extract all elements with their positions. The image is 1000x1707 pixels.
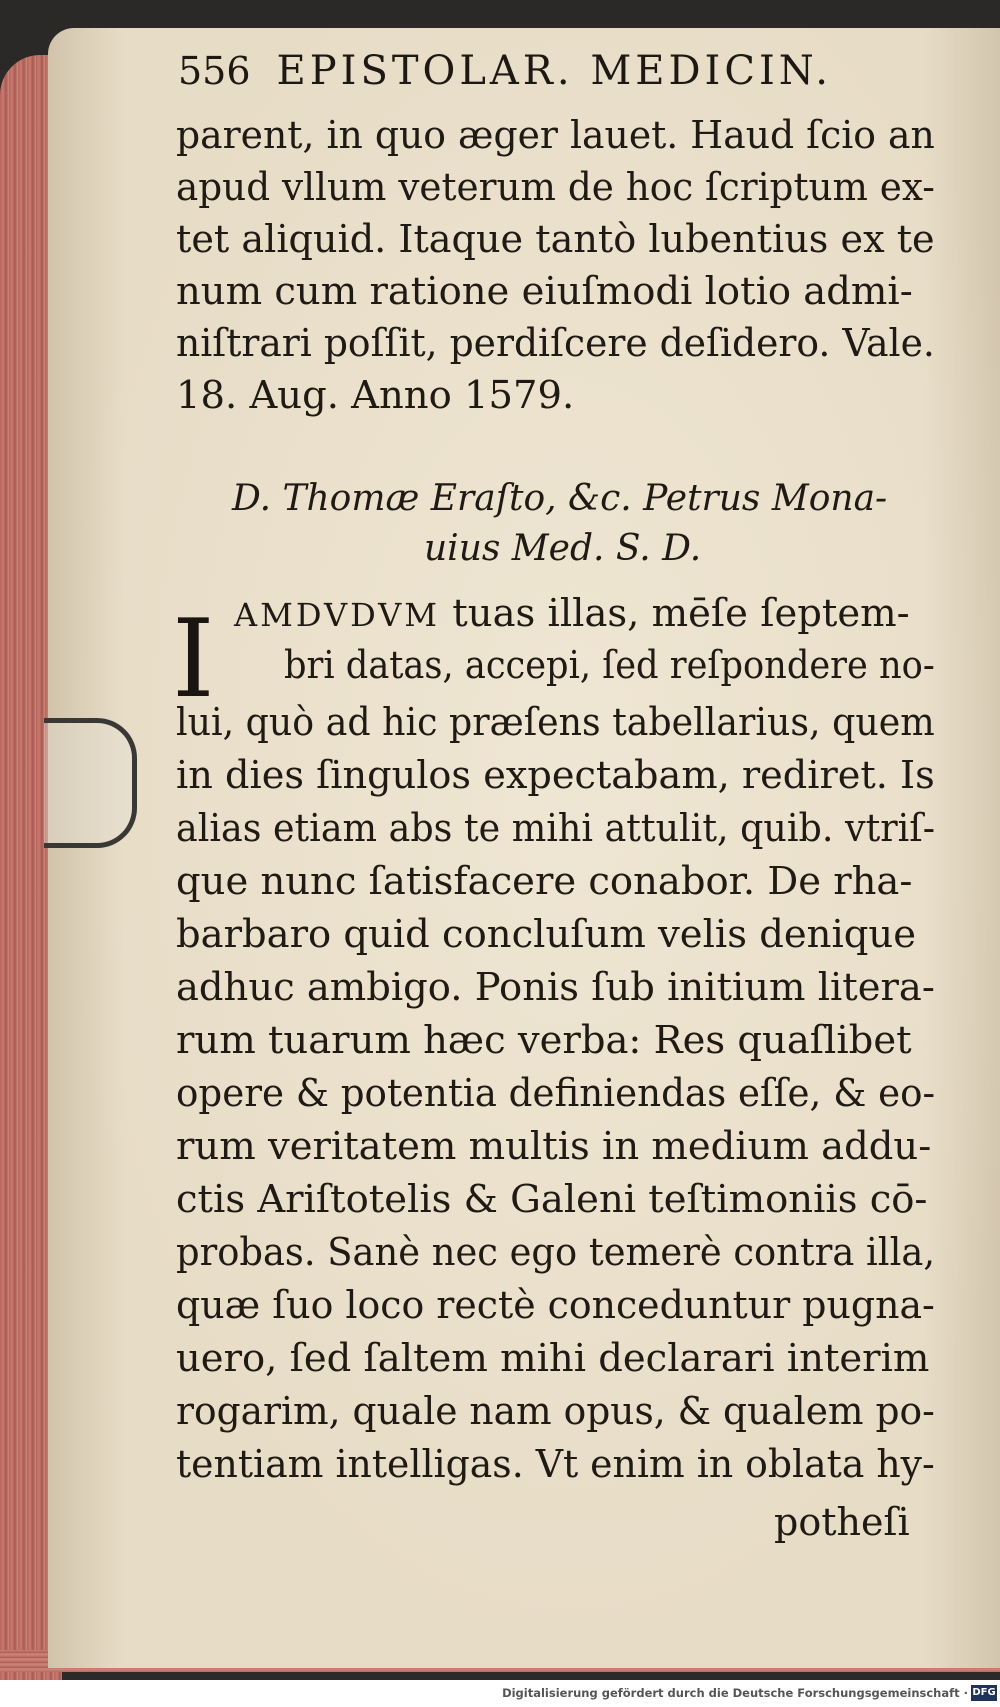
catchword: potheſi	[774, 1500, 910, 1544]
text-line: num cum ratione eiuſmodi lotio admi-	[176, 269, 913, 314]
text-line: bri datas, accepi, ſed reſpondere no-	[284, 643, 935, 688]
text-line: barbaro quid concluſum velis denique	[176, 912, 916, 957]
text-line: niſtrari poſſit, perdiſcere deſidero. Vale.	[176, 321, 935, 366]
text-line: adhuc ambigo. Ponis ſub initium litera-	[176, 965, 935, 1010]
funding-credit: Digitalisierung gefördert durch die Deutsche Forschungsgemeinschaft ·	[502, 1686, 968, 1700]
text-line: rogarim, quale nam opus, & qualem po-	[176, 1389, 935, 1434]
text-line: que nunc ſatisfacere conabor. De rha-	[176, 859, 913, 904]
text-line: probas. Sanè nec ego temerè contra illa,	[176, 1230, 936, 1275]
text-line: ctis Ariſtotelis & Galeni teſtimoniis cō-	[176, 1177, 928, 1222]
text-line: lui, quò ad hic præſens tabellarius, quem	[176, 700, 935, 745]
text-line: 18. Aug. Anno 1579.	[176, 373, 575, 418]
text-line: apud vllum veterum de hoc ſcriptum ex-	[176, 165, 935, 210]
letter-address-line-2: uius Med. S. D.	[424, 528, 702, 569]
opening-word: AMDVDVM	[234, 596, 441, 634]
running-title: EPISTOLAR. MEDICIN.	[276, 48, 832, 94]
text-line: rum tuarum hæc verba: Res quaſlibet	[176, 1018, 912, 1063]
text-line-first	[234, 588, 910, 641]
text-line: parent, in quo æger lauet. Haud ſcio an	[176, 113, 935, 158]
text-line: rum veritatem multis in medium addu-	[176, 1124, 932, 1169]
text-line: quæ ſuo loco rectè conceduntur pugna-	[176, 1283, 935, 1328]
text-line: in dies ſingulos expectabam, rediret. Is	[176, 753, 935, 798]
page-number: 556	[178, 49, 251, 93]
dfg-logo: DFG	[971, 1685, 997, 1701]
drop-cap: I	[172, 597, 215, 722]
text-line: tet aliquid. Itaque tantò lubentius ex te	[176, 217, 935, 262]
text-line: alias etiam abs te mihi attulit, quib. vtriſ-	[176, 806, 936, 851]
text-line: opere & potentia definiendas eſſe, & eo-	[176, 1071, 936, 1116]
digitization-footer	[0, 1680, 1000, 1707]
text-line: uero, ſed ſaltem mihi declarari interim	[176, 1336, 930, 1381]
running-head	[178, 48, 878, 100]
first-line-rest: tuas illas, mēſe ſeptem-	[452, 591, 910, 636]
text-line: tentiam intelligas. Vt enim in oblata hy-	[176, 1442, 935, 1487]
page-clip	[44, 718, 137, 848]
letter-address-line-1: D. Thomæ Eraſto, &c. Petrus Mona-	[232, 478, 888, 519]
